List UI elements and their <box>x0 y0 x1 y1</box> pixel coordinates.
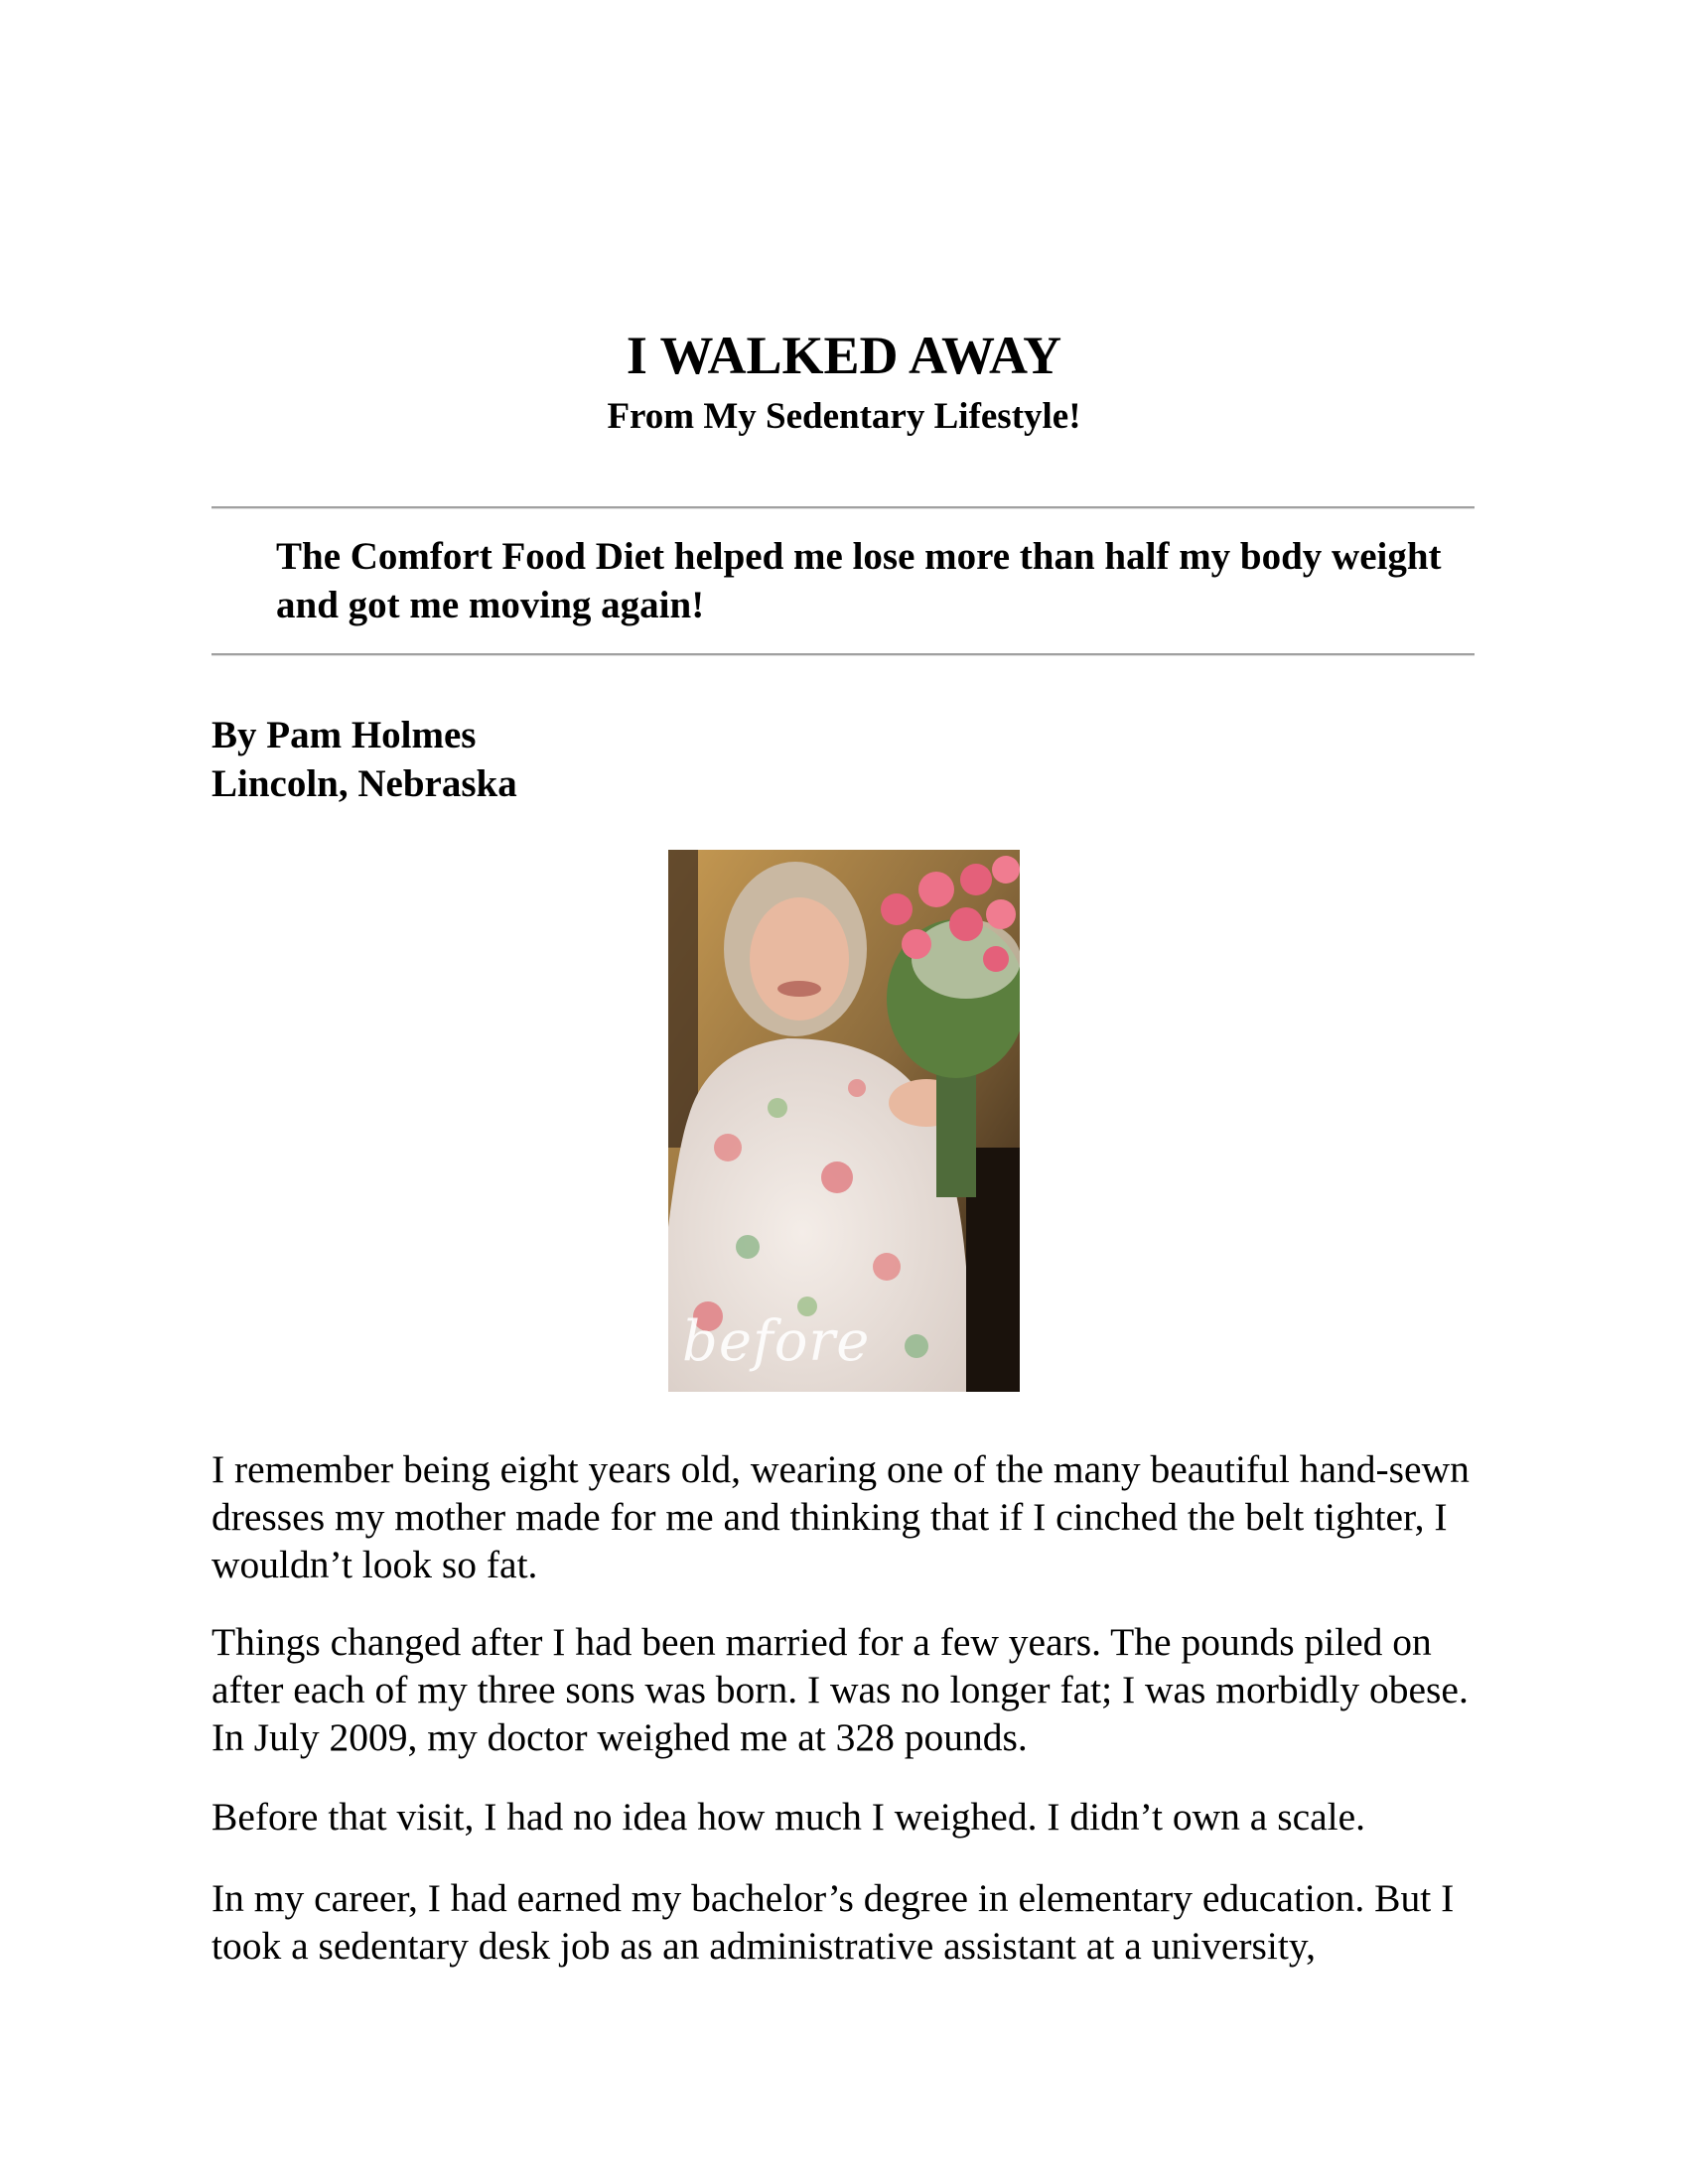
paragraph-3: Before that visit, I had no idea how much I weighed. I didn’t own a scale. <box>211 1795 1366 1839</box>
top-divider <box>211 506 1475 509</box>
article-title: I WALKED AWAY <box>626 326 1062 385</box>
article-tagline: The Comfort Food Diet helped me lose more than half my body weight and got me moving again! <box>276 535 1442 626</box>
paragraph-2: Things changed after I had been married for a few years. The pounds piled on after each of my three sons was born. I was no longer fat; I was morbidly obese. In July 2009, my doctor weighed me at 328 pounds. <box>211 1620 1469 1759</box>
author-location: Lincoln, Nebraska <box>211 762 517 805</box>
photo-caption: before <box>682 1309 871 1374</box>
article-subtitle: From My Sedentary Lifestyle! <box>607 396 1081 437</box>
byline <box>211 711 517 808</box>
paragraph-1: I remember being eight years old, wearing one of the many beautiful hand-sewn dresses my mother made for me and thinking that if I cinched the belt tighter, I wouldn’t look so fat. <box>211 1447 1470 1586</box>
paragraph-4: In my career, I had earned my bachelor’s degree in elementary education. But I took a sedentary desk job as an administrative assistant at a university, <box>211 1876 1455 1968</box>
author-name: By Pam Holmes <box>211 714 477 756</box>
bottom-divider <box>211 653 1475 656</box>
before-photo <box>668 850 1020 1392</box>
